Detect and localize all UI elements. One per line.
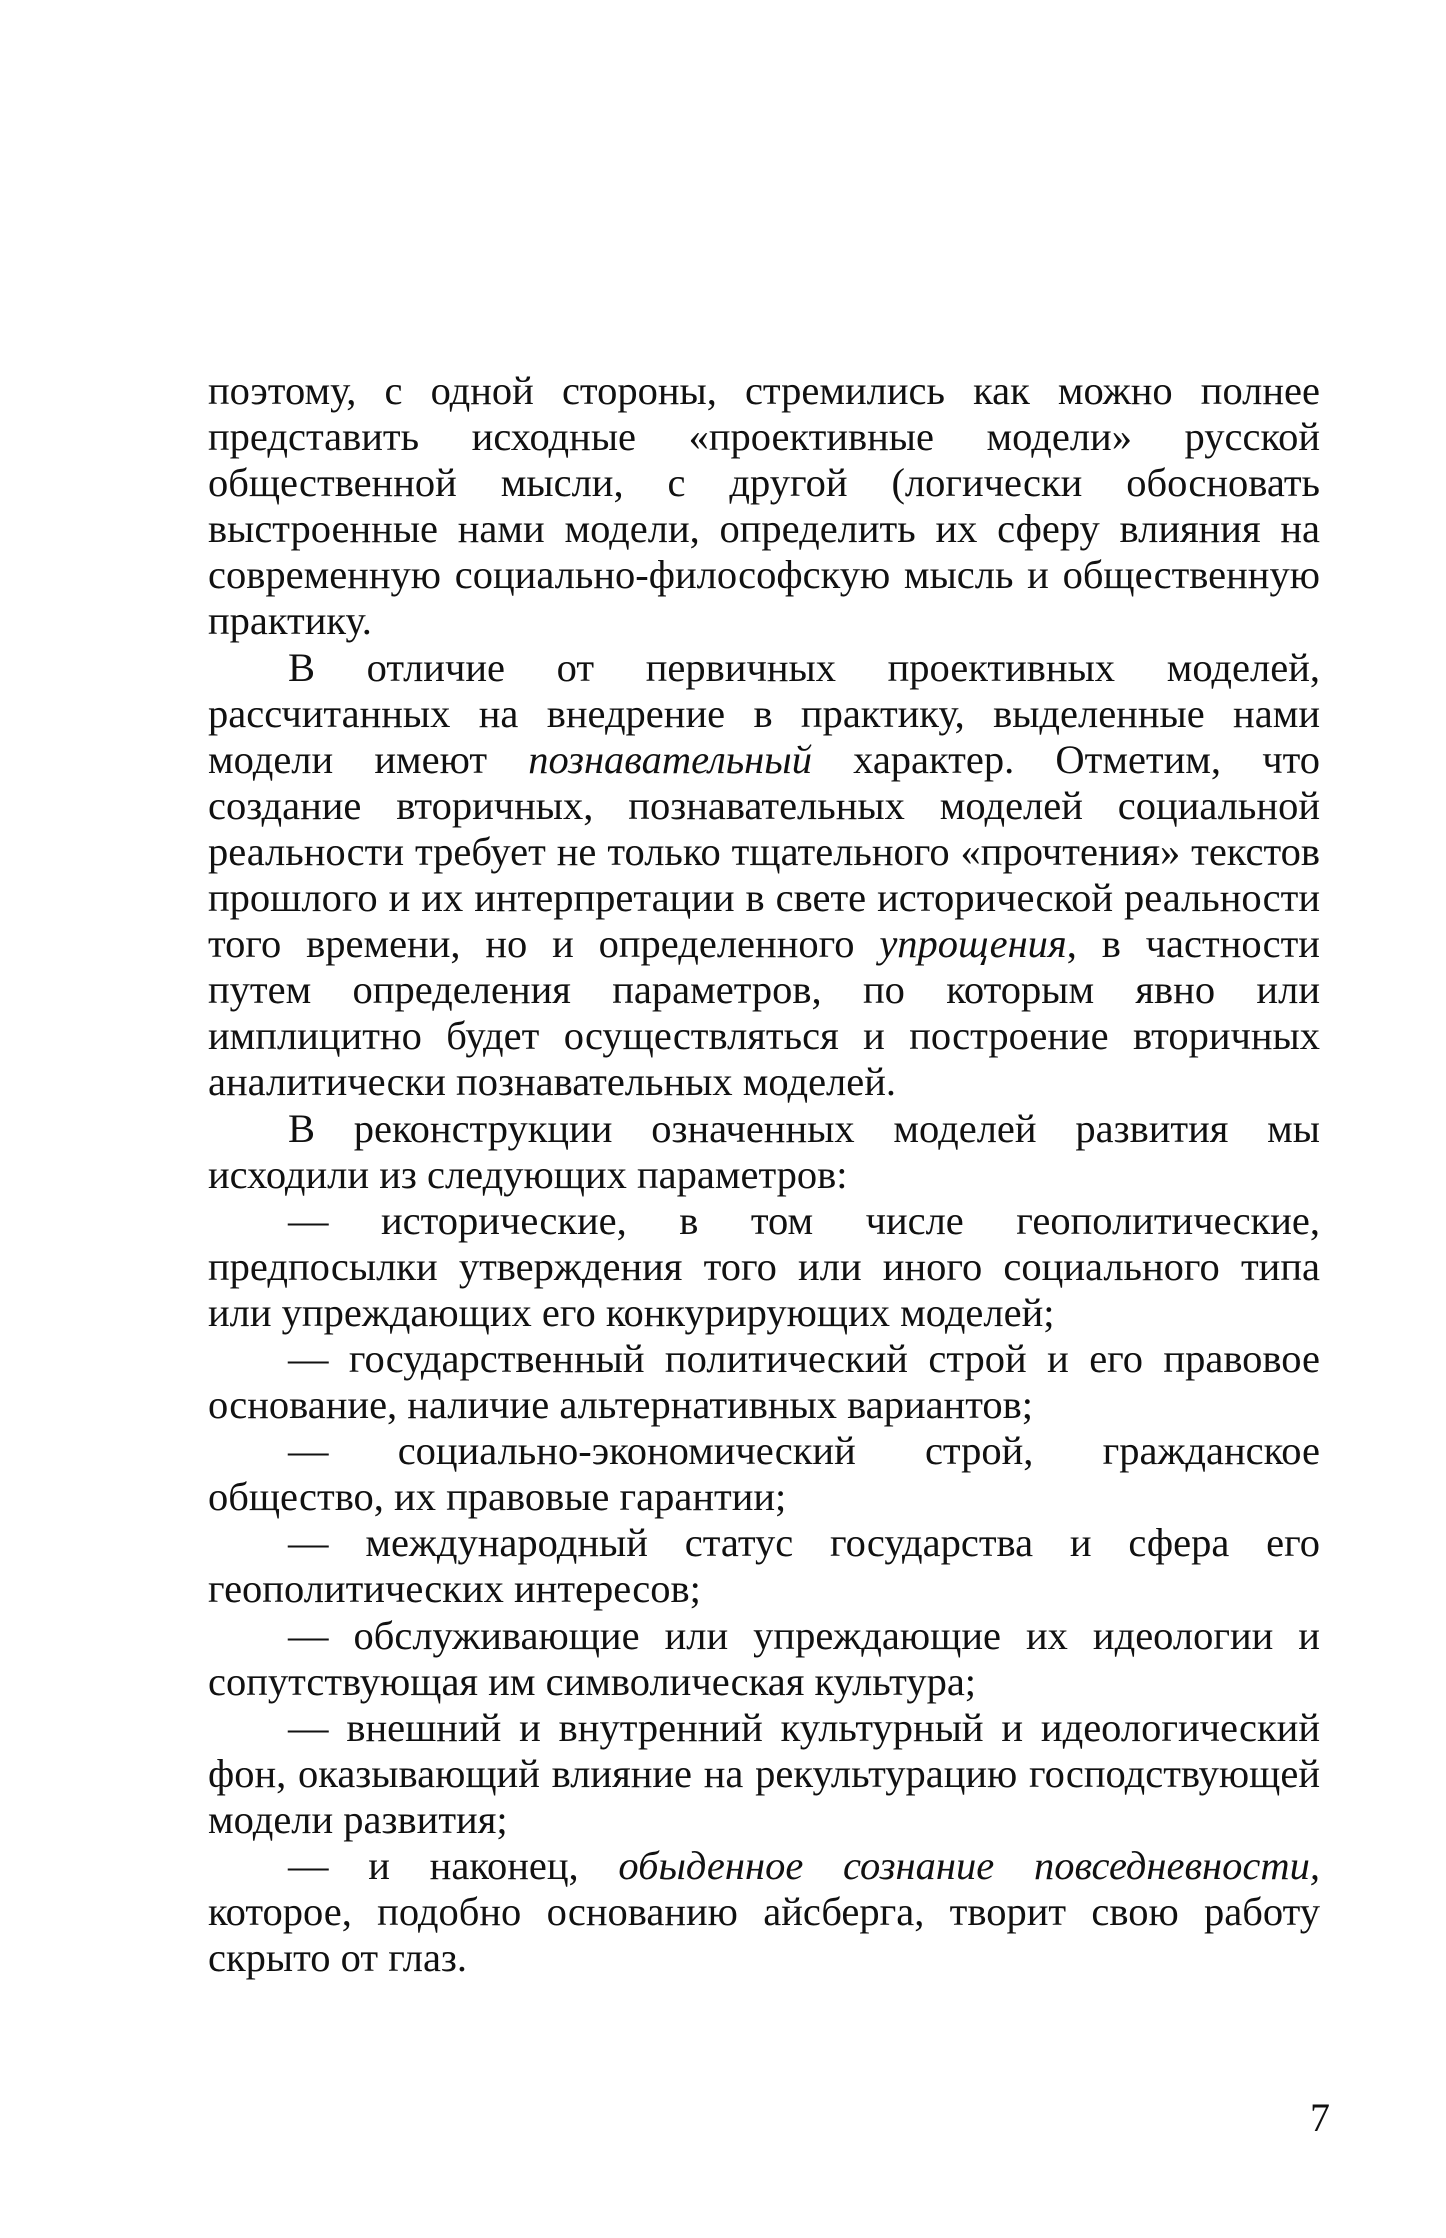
paragraph-continuation bbox=[208, 368, 1320, 645]
list-item-text: которое, подобно основанию айсберга, творит свою работу скрыто от глаз. bbox=[208, 1889, 1320, 1981]
emphasis-everyday-consciousness: обыденное сознание повседневности, bbox=[618, 1843, 1320, 1888]
list-item bbox=[208, 1428, 1320, 1520]
list-item bbox=[208, 1336, 1320, 1428]
paragraph-parameters-intro bbox=[208, 1106, 1320, 1198]
paragraph-text: поэтому, с одной стороны, стремились как можно полнее представить исходные «проективные модели» русской общественной мысли, с другой (логически обосновать выстроенные нами модели, определить их сферу влияния на современную социально-философскую мысль и общественную практику. bbox=[208, 368, 1320, 644]
list-item bbox=[208, 1613, 1320, 1705]
emphasis-cognitive: познавательный bbox=[528, 736, 812, 782]
page-number: 7 bbox=[1310, 2095, 1330, 2140]
paragraph-text: характер. Отметим, что создание вторичных, познавательных моделей социальной реальности требует не только тщательного «прочтения» текстов прошлого и их интерпретации в свете исторической реальности того времени, но и определенного bbox=[208, 736, 1320, 967]
paragraph-text: В отличие от первичных проективных моделей, рассчитанных на внедрение в практику, выделенные нами модели имеют bbox=[208, 644, 1320, 782]
paragraph-text: В реконструкции означенных моделей развития мы исходили из следующих параметров: bbox=[208, 1105, 1320, 1197]
list-item-text: — исторические, в том числе геополитические, предпосылки утверждения того или иного социального типа или упреждающих его конкурирующих моделей; bbox=[208, 1197, 1320, 1335]
list-item-text: — обслуживающие или упреждающие их идеологии и сопутствующая им символическая культура; bbox=[208, 1612, 1320, 1704]
list-item bbox=[208, 1520, 1320, 1612]
page-body bbox=[208, 368, 1320, 1981]
list-item-text: — внешний и внутренний культурный и идеологический фон, оказывающий влияние на рекультурацию господствующей модели развития; bbox=[208, 1704, 1320, 1842]
emphasis-simplification: упрощения bbox=[879, 921, 1067, 967]
list-item-text: — государственный политический строй и его правовое основание, наличие альтернативных вариантов; bbox=[208, 1335, 1320, 1428]
list-item-text: — социально-экономический строй, гражданское общество, их правовые гарантии; bbox=[208, 1428, 1320, 1520]
list-item bbox=[208, 1198, 1320, 1336]
list-item bbox=[208, 1705, 1320, 1843]
list-item-text: — международный статус государства и сфера его геополитических интересов; bbox=[208, 1520, 1320, 1612]
paragraph-cognitive-models bbox=[208, 645, 1320, 1106]
paragraph-text: , в частности путем определения параметров, по которым явно или имплицитно будет осуществляться и построение вторичных аналитически познавательных моделей. bbox=[208, 921, 1320, 1105]
list-item-text: — и наконец, bbox=[288, 1843, 619, 1888]
list-item bbox=[208, 1843, 1320, 1981]
